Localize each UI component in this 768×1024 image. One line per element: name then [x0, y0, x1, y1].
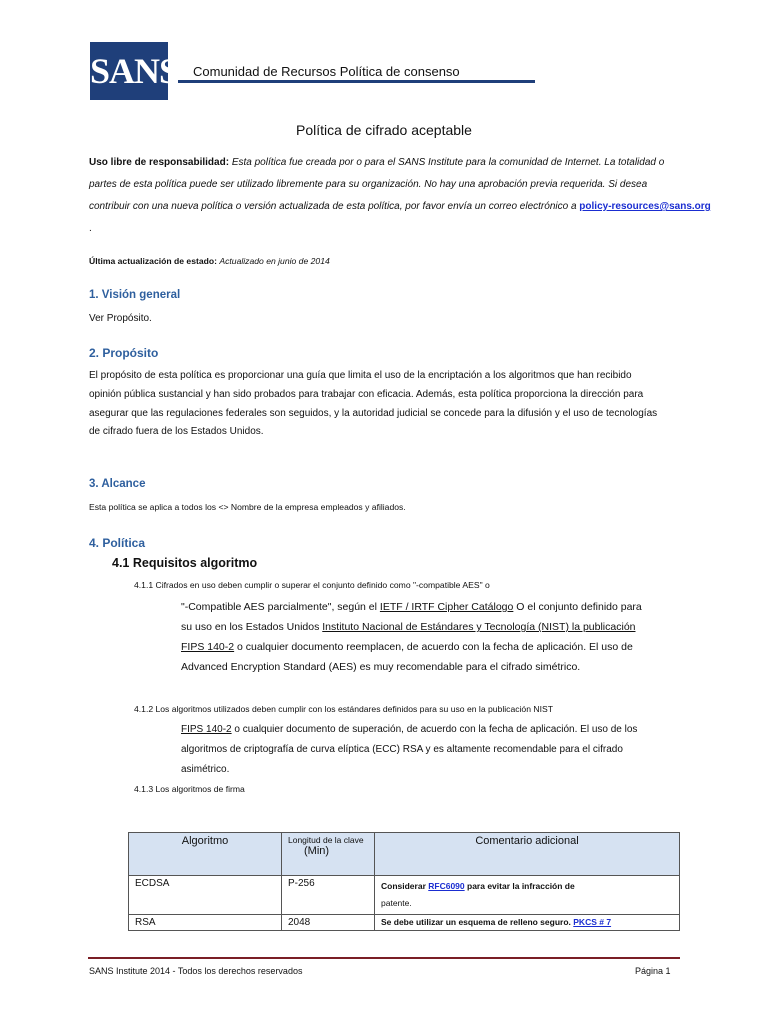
status-value: Actualizado en junio de 2014 — [219, 256, 330, 266]
table-row — [129, 876, 680, 915]
section-4-1-2-c: asimétrico. — [181, 764, 230, 775]
header-title: Comunidad de Recursos Política de consenso — [193, 64, 460, 79]
footer-copyright: SANS Institute 2014 - Todos los derechos reservados — [89, 966, 303, 976]
status-label: Última actualización de estado: — [89, 256, 217, 266]
s411-b-text: su uso en los Estados Unidos — [181, 621, 320, 633]
comment-text: Considerar — [381, 881, 426, 891]
section-2-line-2: opinión pública sustancial y han sido probados para trabajar con eficacia. Además, esta política proporciona la dirección para — [89, 389, 644, 400]
table-row — [129, 915, 680, 931]
section-2-line-3: asegurar que las regulaciones federales son seguidos, y la autoridad judicial se concede para la difusión y el uso de tecnologías — [89, 408, 658, 419]
section-4-1-heading: 4.1 Requisitos algoritmo — [112, 556, 258, 570]
table-header-row — [129, 833, 680, 876]
sans-logo: SANS — [90, 42, 168, 100]
key-length-cell: 2048 — [282, 915, 375, 931]
column-header-algorithm: Algoritmo — [129, 833, 282, 876]
section-4-1-1-line: 4.1.1 Cifrados en uso deben cumplir o superar el conjunto definido como "-compatible AES" o — [134, 580, 490, 590]
section-4-1-1-b — [181, 616, 681, 638]
section-2-line-1: El propósito de esta política es proporcionar una guía que limita el uso de la encriptación a los algoritmos que han recibido — [89, 370, 632, 381]
s411-c-text: o cualquier documento reemplacen, de acuerdo con la fecha de aplicación. El uso de — [237, 641, 633, 653]
comment-text-3: patente. — [381, 898, 412, 908]
comment-text: Se debe utilizar un esquema de relleno seguro. — [381, 917, 571, 927]
key-length-min: (Min) — [304, 845, 330, 857]
section-4-1-3-line: 4.1.3 Los algoritmos de firma — [134, 784, 245, 794]
section-1-text: Ver Propósito. — [89, 313, 152, 324]
rfc6090-link[interactable]: RFC6090 — [428, 881, 465, 891]
key-length-cell: P-256 — [282, 876, 375, 915]
section-3-heading: 3. Alcance — [89, 478, 146, 490]
section-1-heading: 1. Visión general — [89, 289, 181, 301]
section-4-1-2-a — [181, 719, 681, 741]
section-2-line-4: de cifrado fuera de los Estados Unidos. — [89, 426, 264, 437]
status-line — [89, 254, 709, 268]
policy-email-link[interactable]: policy-resources@sans.org — [579, 201, 711, 212]
header-rule — [178, 80, 535, 83]
disclaimer-label: Uso libre de responsabilidad: — [89, 157, 230, 168]
section-4-1-1-d: Advanced Encryption Standard (AES) es muy recomendable para el cifrado simétrico. — [181, 661, 581, 673]
section-4-1-1-c — [181, 636, 681, 658]
algorithm-cell: ECDSA — [129, 876, 282, 915]
footer-page-number: Página 1 — [635, 966, 671, 976]
disclaimer-text-1: Esta política fue creada por o para el SANS Institute para la comunidad de Internet. La totalidad o — [231, 157, 665, 168]
comment-cell — [375, 915, 680, 931]
s412-a-text: o cualquier documento de superación, de acuerdo con la fecha de aplicación. El uso de los — [234, 724, 638, 735]
section-4-heading: 4. Política — [89, 536, 146, 550]
document-title: Política de cifrado aceptable — [296, 122, 472, 138]
disclaimer-line-1 — [89, 152, 709, 174]
signature-algorithms-table — [128, 832, 680, 931]
footer-rule — [88, 957, 680, 959]
s411-a-text: "-Compatible AES parcialmente", según el — [181, 601, 377, 613]
disclaimer-text-3: contribuir con una nueva política o versión actualizada de esta política, por favor envía un correo electrónico a — [89, 201, 577, 212]
fips-140-2-link[interactable]: FIPS 140-2 — [181, 641, 235, 653]
fips-140-2-link-2[interactable]: FIPS 140-2 — [181, 724, 232, 735]
section-2-heading: 2. Propósito — [89, 346, 159, 360]
algorithm-cell: RSA — [129, 915, 282, 931]
disclaimer-text-2: partes de esta política puede ser utilizado libremente para su organización. No hay una aprobación previa requerida. Si desea — [89, 179, 648, 190]
ietf-cipher-catalog-link[interactable]: IETF / IRTF Cipher Catálogo — [379, 601, 514, 613]
comment-cell — [375, 876, 680, 915]
section-4-1-2-b: algoritmos de criptografía de curva elíptica (ECC) RSA y es altamente recomendable para el cifrado — [181, 744, 623, 755]
comment-text-2: para evitar la infracción de — [467, 881, 575, 891]
pkcs7-link[interactable]: PKCS # 7 — [573, 917, 612, 927]
section-4-1-1-a — [181, 596, 681, 618]
section-4-1-2-line: 4.1.2 Los algoritmos utilizados deben cumplir con los estándares definidos para su uso en la publicación NIST — [134, 704, 553, 714]
disclaimer-line-3 — [89, 196, 719, 218]
disclaimer-line-2 — [89, 174, 709, 196]
s411-a-text-2: O el conjunto definido para — [516, 601, 642, 613]
section-3-text: Esta política se aplica a todos los <> Nombre de la empresa empleados y afiliados. — [89, 502, 406, 512]
column-header-comment: Comentario adicional — [375, 833, 680, 876]
column-header-key-length — [282, 833, 375, 876]
disclaimer-dot: . — [89, 223, 92, 234]
nist-publication-link[interactable]: Instituto Nacional de Estándares y Tecnología (NIST) la publicación — [322, 621, 636, 633]
key-length-label: Longitud de la clave — [288, 835, 364, 845]
